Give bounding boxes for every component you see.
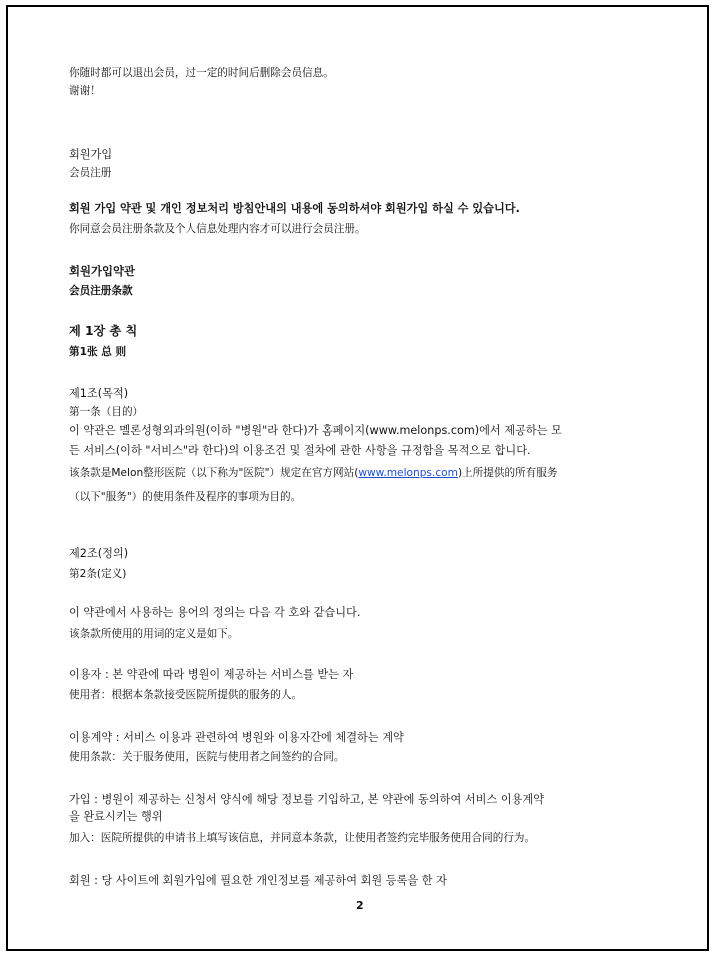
withdrawal-notice-zh: 你随时都可以退出会员，过一定的时间后删除会员信息。: [69, 67, 334, 79]
consent-notice-zh: 你同意会员注册条款及个人信息处理内容才可以进行会员注册。: [69, 223, 366, 235]
definition-user-zh: 使用者：根据本条款接受医院所提供的服务的人。: [69, 689, 303, 701]
definitions-intro-ko: 이 약관에서 사용하는 용어의 정의는 다음 각 호와 같습니다.: [69, 606, 361, 619]
definitions-intro-zh: 该条款所使用的用词的定义是如下。: [69, 628, 239, 640]
article-1-body-ko-1: 이 약관은 멜론성형외과의원(이하 "병원"라 한다)가 홈페이지(www.melonps.com)에서 제공하는 모: [69, 424, 562, 437]
signup-title-zh: 会员注册: [69, 167, 112, 179]
definition-join-ko-2: 을 완료시키는 행위: [69, 810, 163, 823]
terms-heading-ko: 회원가입약관: [69, 264, 136, 278]
page-number: 2: [356, 899, 364, 912]
definition-join-ko-1: 가입 : 병원이 제공하는 신청서 양식에 해당 정보를 기입하고, 본 약관에 동의하여 서비스 이용계약: [69, 793, 545, 806]
article-1-body-zh-2: （以下"服务"）的使用条件及程序的事项为目的。: [69, 491, 302, 503]
signup-title-ko: 회원가입: [69, 148, 113, 161]
chapter-1-heading-zh: 第1张 总 则: [69, 346, 127, 358]
thanks-zh: 谢谢！: [69, 85, 101, 97]
article-2-title-zh: 第2条(定义): [69, 568, 127, 580]
definition-contract-ko: 이용계약 : 서비스 이용과 관련하여 병원와 이용자간에 체결하는 계약: [69, 731, 404, 744]
article-1-body-zh-1: [69, 465, 557, 481]
definition-join-zh: 加入：医院所提供的申请书上填写该信息，并同意本条款，让使用者签约完毕服务使用合同的行为。: [69, 832, 536, 844]
article-2-title-ko: 제2조(정의): [69, 547, 129, 560]
article-1-body-zh-1-start: 该条款是Melon整形医院（以下称为"医院"）规定在官方网站(: [69, 467, 359, 479]
article-1-title-zh: 第一条（目的）: [69, 406, 144, 418]
definition-member-ko: 회원 : 당 사이트에 회원가입에 필요한 개인정보를 제공하여 회원 등록을 한 자: [69, 874, 447, 887]
website-link[interactable]: www.melonps.com: [358, 467, 458, 479]
article-1-title-ko: 제1조(목적): [69, 387, 129, 400]
definition-contract-zh: 使用条款：关于服务使用，医院与使用者之间签约的合同。: [69, 751, 345, 763]
article-1-body-zh-1-end: )上所提供的所有服务: [457, 467, 558, 479]
terms-heading-zh: 会员注册条款: [69, 285, 133, 297]
chapter-1-heading-ko: 제 1장 총 칙: [69, 324, 138, 338]
definition-user-ko: 이용자 : 본 약관에 따라 병원이 제공하는 서비스를 받는 자: [69, 668, 354, 681]
consent-notice-ko: 회원 가입 약관 및 개인 정보처리 방침안내의 내용에 동의하셔야 회원가입 하실 수 있습니다.: [69, 202, 520, 215]
article-1-body-ko-2: 든 서비스(이하 "서비스"라 한다)의 이용조건 및 절차에 관한 사항을 규정함을 목적으로 합니다.: [69, 444, 531, 457]
